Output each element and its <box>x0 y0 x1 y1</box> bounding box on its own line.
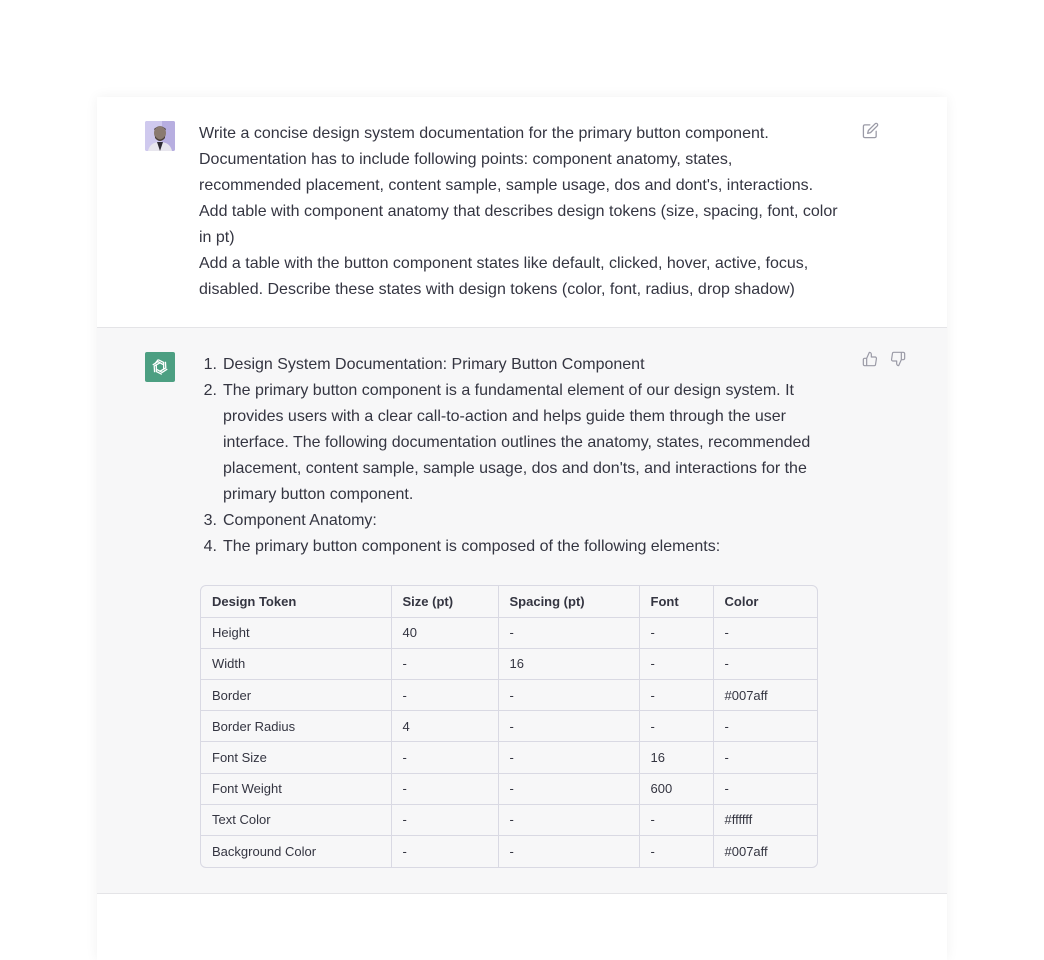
list-number: 2. <box>203 382 217 399</box>
table-cell: 600 <box>639 773 713 804</box>
table-row <box>201 617 817 648</box>
user-line: Documentation has to include following points: component anatomy, states, recommended placement, content sample, sample usage, dos and dont's, interactions. <box>199 151 814 194</box>
table-row <box>201 648 817 679</box>
table-cell: - <box>391 680 498 711</box>
table-cell: 16 <box>639 742 713 773</box>
table-row <box>201 836 817 867</box>
table-cell: - <box>713 711 817 742</box>
table-cell: - <box>498 617 639 648</box>
table-header-row <box>201 586 817 617</box>
table-header: Color <box>713 586 817 617</box>
thumbs-down-icon[interactable] <box>889 350 907 368</box>
table-cell: Font Weight <box>201 773 391 804</box>
user-line: Write a concise design system documentation for the primary button component. <box>199 125 769 142</box>
table-cell: - <box>498 836 639 867</box>
table-cell: - <box>498 680 639 711</box>
design-token-table <box>200 585 818 868</box>
table-cell: Border Radius <box>201 711 391 742</box>
openai-logo-icon <box>145 352 175 382</box>
table-cell: - <box>498 773 639 804</box>
table-cell: #007aff <box>724 843 768 859</box>
table-cell: - <box>391 804 498 835</box>
table-cell: - <box>639 711 713 742</box>
response-list <box>199 352 839 560</box>
table-cell: - <box>391 742 498 773</box>
table-cell: - <box>498 804 639 835</box>
table-cell: - <box>713 617 817 648</box>
table-cell: - <box>391 773 498 804</box>
table-cell: - <box>639 680 713 711</box>
user-line: Add a table with the button component states like default, clicked, hover, active, focus, disabled. Describe these states with design tokens (color, font, radius, drop shadow) <box>199 255 809 298</box>
assistant-message <box>97 327 947 894</box>
list-item <box>199 508 839 534</box>
table-row <box>201 742 817 773</box>
table-cell: - <box>498 742 639 773</box>
table-cell: - <box>639 804 713 835</box>
table-row <box>201 804 817 835</box>
table-cell: 4 <box>391 711 498 742</box>
edit-icon[interactable] <box>861 121 879 139</box>
table-cell: Width <box>201 648 391 679</box>
conversation-card <box>97 97 947 960</box>
table-cell: - <box>391 836 498 867</box>
assistant-message-text <box>199 352 839 560</box>
table-cell: - <box>391 648 498 679</box>
table-header: Spacing (pt) <box>498 586 639 617</box>
table-cell: - <box>713 648 817 679</box>
table-cell: #ffffff <box>713 804 817 835</box>
table-cell: Height <box>201 617 391 648</box>
list-number: 3. <box>203 512 217 529</box>
user-avatar <box>145 121 175 151</box>
table-cell: #007aff <box>713 680 817 711</box>
table-cell: Border <box>201 680 391 711</box>
table-header: Font <box>639 586 713 617</box>
list-text: Design System Documentation: Primary Button Component <box>223 356 645 373</box>
list-item <box>199 352 839 378</box>
table-row <box>201 773 817 804</box>
user-line: Add table with component anatomy that describes design tokens (size, spacing, font, color in pt) <box>199 203 838 246</box>
list-number: 1. <box>203 356 217 373</box>
table-cell: - <box>639 617 713 648</box>
user-message <box>97 97 947 327</box>
table-cell: - <box>498 711 639 742</box>
list-item <box>199 378 839 508</box>
table-cell: 16 <box>498 648 639 679</box>
thumbs-up-icon[interactable] <box>861 350 879 368</box>
list-text: Component Anatomy: <box>223 512 377 529</box>
table-row <box>201 711 817 742</box>
table-row <box>201 680 817 711</box>
table-cell: - <box>713 773 817 804</box>
list-number: 4. <box>203 538 217 555</box>
table-cell: - <box>639 836 713 867</box>
list-item <box>199 534 839 560</box>
table-cell: Background Color <box>201 836 391 867</box>
table-cell: Text Color <box>201 804 391 835</box>
table-header: Size (pt) <box>391 586 498 617</box>
table-header: Design Token <box>201 586 391 617</box>
user-message-text <box>199 121 839 303</box>
list-text: The primary button component is a fundamental element of our design system. It provides users with a clear call-to-action and helps guide them through the user interface. The following documentation outlines the anatomy, states, recommended placement, content sample, sample usage, dos and don'ts, and interactions for the primary button component. <box>223 382 811 503</box>
table-cell: Font Size <box>201 742 391 773</box>
table-cell: 40 <box>391 617 498 648</box>
table-cell: - <box>713 742 817 773</box>
list-text: The primary button component is composed of the following elements: <box>223 538 721 555</box>
table-cell: - <box>639 648 713 679</box>
